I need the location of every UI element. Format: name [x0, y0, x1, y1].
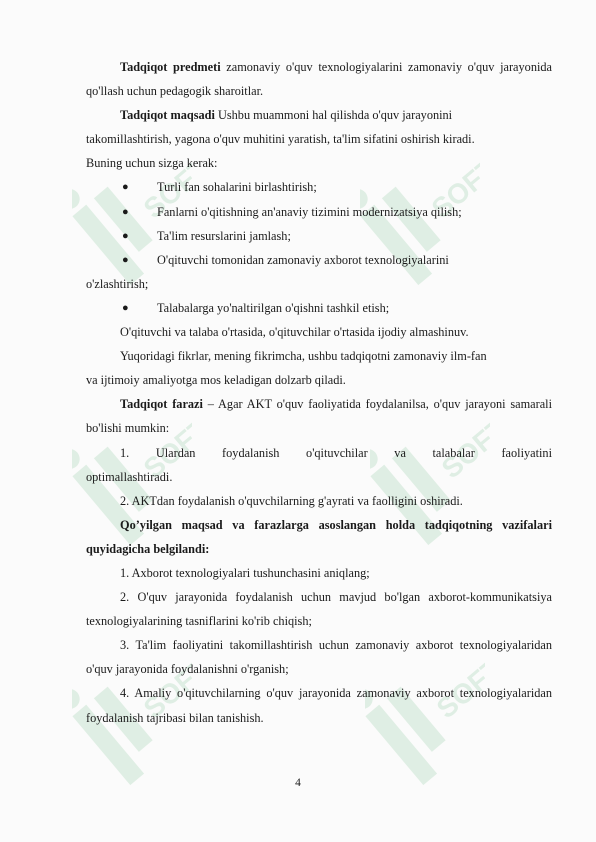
list-item: ● Talabalarga yo'naltirilgan o'qishni tashkil etish;: [86, 296, 552, 320]
hypothesis-item-1: 1. Ulardan foydalanish o'qituvchilar va talabalar faoliyatini: [120, 445, 552, 460]
subject-text: zamonaviy o'quv texnologiyalarini zamonaviy o'quv jarayonida qo'llash uchun pedagogik sharoitlar.: [86, 60, 552, 99]
svg-text:SOFT: SOFT: [137, 412, 192, 485]
list-item: ● O'qituvchi tomonidan zamonaviy axborot texnologiyalarini: [86, 248, 552, 272]
svg-text:SOFT: SOFT: [137, 152, 192, 225]
document-body: [86, 55, 552, 730]
svg-text:SOFT: SOFT: [137, 652, 192, 725]
list-item-cont: o'zlashtirish;: [86, 276, 149, 291]
bullet-icon: ●: [122, 229, 129, 242]
subject-label: Tadqiqot predmeti: [120, 60, 221, 74]
hypothesis-item-1-cont: optimallashtiradi.: [86, 469, 173, 484]
bullet-icon: ●: [122, 301, 129, 314]
bullet-icon: ●: [122, 181, 129, 194]
bullet-icon: ●: [122, 253, 129, 266]
tasks-heading: Qo’yilgan maqsad va farazlarga asoslangan holda tadqiqotning vazifalari quyidagicha belgilandi:: [86, 517, 552, 556]
goal-paragraph-cont: takomillashtirish, yagona o'quv muhitini yaratish, ta'lim sifatini oshirish kiradi.: [86, 132, 475, 147]
opinion-paragraph: Yuqoridagi fikrlar, mening fikrimcha, ushbu tadqiqotni zamonaviy ilm-fan: [120, 349, 487, 364]
svg-text:SOFT: SOFT: [425, 152, 480, 225]
bullet-icon: ●: [122, 205, 129, 218]
subject-paragraph: [86, 55, 552, 103]
exchange-paragraph: O'qituvchi va talaba o'rtasida, o'qituvchilar o'rtasida ijodiy almashinuv.: [120, 325, 469, 340]
opinion-paragraph-cont: va ijtimoiy amaliyotga mos keladigan dolzarb qiladi.: [86, 373, 346, 388]
task-item-1: 1. Axborot texnologiyalari tushunchasini aniqlang;: [120, 565, 370, 580]
list-item: ● Turli fan sohalarini birlashtirish;: [86, 175, 552, 199]
goal-paragraph-cont: Buning uchun sizga kerak:: [86, 156, 218, 171]
task-item-3: 3. Ta'lim faoliyatini takomillashtirish uchun zamonaviy axborot texnologiyalaridan o'quv jarayonida foydalanishni o'rganish;: [86, 638, 552, 677]
hypothesis-item-2: 2. AKTdan foydalanish o'quvchilarning g'ayrati va faolligini oshiradi.: [120, 493, 463, 508]
task-item-4: 4. Amaliy o'qituvchilarning o'quv jarayonida zamonaviy axborot texnologiyalaridan foydalanish tajribasi bilan tanishish.: [86, 686, 552, 725]
svg-text:SOFT: SOFT: [430, 652, 485, 725]
hypothesis-paragraph: [86, 392, 552, 440]
goal-label: Tadqiqot maqsadi: [120, 108, 215, 123]
hypothesis-label: Tadqiqot farazi: [120, 397, 203, 412]
task-item-2: 2. O'quv jarayonida foydalanish uchun mavjud bo'lgan axborot-kommunikatsiya texnologiyalarining tasniflarini ko'rib chiqish;: [86, 590, 552, 629]
list-item: ● Fanlarni o'qitishning an'anaviy tizimini modernizatsiya qilish;: [86, 200, 552, 224]
hypothesis-text: – Agar AKT o'quv faoliyatida foydalanilsa, o'quv jarayoni samarali bo'lishi mumkin:: [86, 397, 552, 436]
svg-text:SOFT: SOFT: [435, 412, 490, 485]
goal-text: Ushbu muammoni hal qilishda o'quv jarayonini: [214, 108, 453, 123]
goal-paragraph: [86, 103, 552, 127]
list-item: ● Ta'lim resurslarini jamlash;: [86, 224, 552, 248]
page-number: 4: [295, 777, 301, 789]
